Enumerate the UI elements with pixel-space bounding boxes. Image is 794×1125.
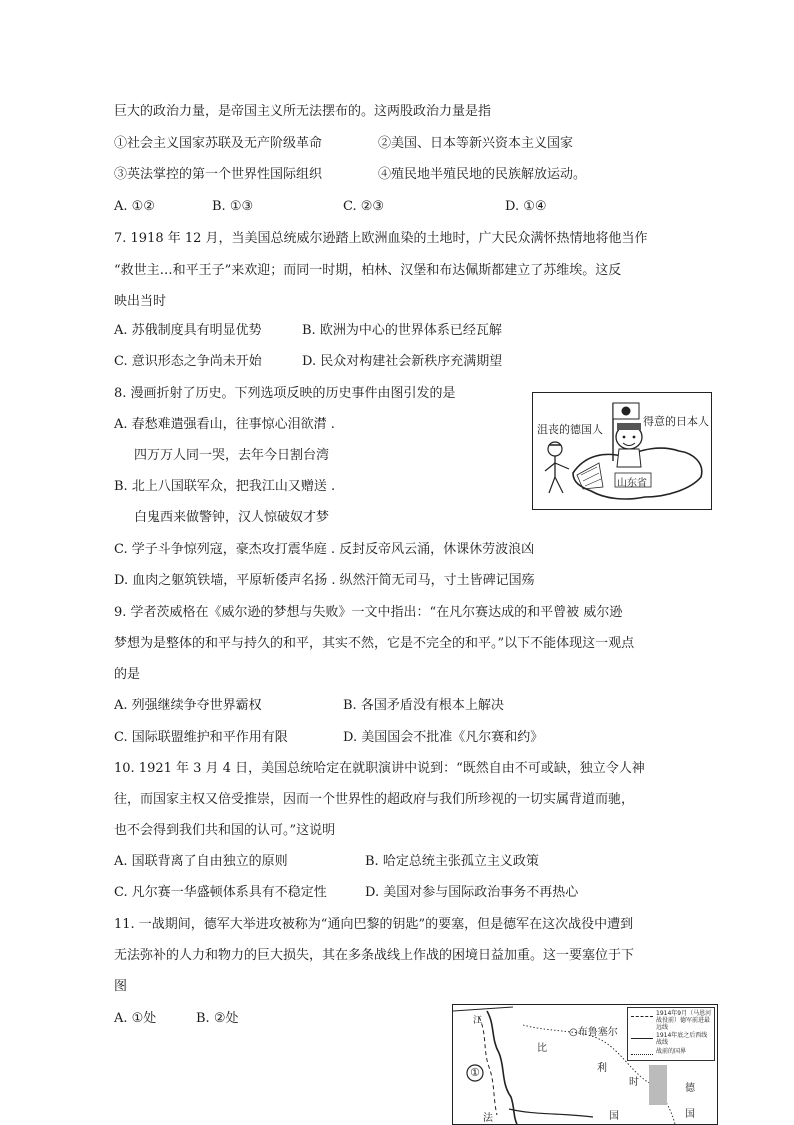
q7-option-d: D. 民众对构建社会新秩序充满期望 [302,354,503,369]
q7-stem-line-3: 映出当时 [114,294,167,309]
q10-stem-line-2: 往，而国家主权又倍受推崇，因而一个世界性的超政府与我们所珍视的一切实属背道而驰， [114,792,635,807]
q8-option-c: C. 学子斗争惊列寇，豪杰攻打震华庭 . 反封反帝风云涌，休课休劳波浪凶 [114,542,535,557]
river [509,1109,593,1117]
q6-item-4: ④殖民地半殖民地的民族解放运动。 [378,167,587,182]
q8-option-a-line-1: A. 春愁难遣强看山，往事惊心泪欲潸 . [114,417,335,432]
q6-option-b: B. ①③ [212,199,254,214]
q9-option-b: B. 各国矛盾没有根本上解决 [343,698,504,713]
q9-option-d: D. 美国国会不批准《凡尔赛和约》 [343,730,544,745]
q10-stem-line-3: 也不会得到我们共和国的认可。”这说明 [114,823,336,838]
q6-option-c: C. ②③ [343,199,385,214]
q7-stem-line-1: 7. 1918 年 12 月，当美国总统威尔逊踏上欧洲血染的土地时，广大民众满怀热情地将他当作 [114,231,648,246]
flag-sun [622,407,631,416]
q10-option-b: B. 哈定总统主张孤立主义政策 [365,854,539,869]
cartoon-label-japanese: 得意的日本人 [643,415,709,428]
q9-stem-line-1: 9. 学者茨威格在《威尔逊的梦想与失败》一文中指出：“在凡尔赛达成的和平曾被 威尔逊 [114,605,623,620]
cartoon-drawing [533,393,711,509]
map-city-brussels: ○布鲁塞尔 [569,1027,618,1038]
legend-text-3: 战前的国界 [656,1048,687,1055]
legend-text-2: 1914年底之后西线战线 [656,1032,708,1046]
q11-stem-line-2: 无法弥补的人力和物力的巨大损失，其在多条战线上作战的困境日益加重。这一要塞位于下 [114,948,635,963]
q11-option-b: B. ②处 [196,1011,239,1026]
map-label-guo: 国 [609,1111,619,1122]
front-line-dashed [479,1017,497,1115]
german-figure-head [548,442,562,456]
front-line-solid [487,1011,517,1124]
q8-option-d: D. 血肉之躯筑铁墙，平原斩倭声名扬 . 纵然汗简无司马，寸土皆碑记国殇 [114,573,535,588]
q6-option-a: A. ①② [114,199,155,214]
legend-row-2 [628,1032,714,1044]
map-label-jiang: 江 [473,1016,483,1026]
q9-option-c: C. 国际联盟维护和平作用有限 [114,730,288,745]
q8-option-b-line-1: B. 北上八国联军众，把我江山又赠送 . [114,479,336,494]
hatched-area [577,463,603,489]
legend-row-3 [628,1048,714,1060]
q8-stem: 8. 漫画折射了历史。下列选项反映的历史事件由图引发的是 [114,386,456,401]
q8-option-b-line-2: 白鬼西来做警钟，汉人惊破奴才梦 [134,510,330,525]
q6-item-2: ②美国、日本等新兴资本主义国家 [378,136,574,151]
q7-option-c: C. 意识形态之争尚未开始 [114,354,262,369]
cartoon-label-shandong: 山东省 [617,478,647,489]
legend-row-1 [628,1010,714,1031]
q8-cartoon-image [532,392,712,510]
map-label-bi: 比 [537,1043,547,1054]
map-label-de: 德 [685,1083,695,1094]
q6-stem-line: 巨大的政治力量，是帝国主义所无法摆布的。这两股政治力量是指 [114,104,492,119]
q11-stem-line-3: 图 [114,979,128,994]
q6-item-1: ①社会主义国家苏联及无产阶级革命 [114,136,323,151]
q8-option-a-line-2: 四万万人同一哭，去年今日割台湾 [134,448,330,463]
q9-option-a: A. 列强继续争夺世界霸权 [114,698,262,713]
cartoon-label-german: 沮丧的德国人 [537,423,603,436]
map-label-guo2: 国 [685,1109,695,1120]
q11-option-a: A. ①处 [114,1011,157,1026]
q9-stem-line-3: 的是 [114,667,141,682]
q7-option-b: B. 欧洲为中心的世界体系已经瓦解 [302,323,502,338]
q10-stem-line-1: 10. 1921 年 3 月 4 日，美国总统哈定在就职演讲中说到：“既然自由不可或缺，独立令人神 [114,761,645,776]
q11-stem-line-1: 11. 一战期间，德军大举进攻被称为“通向巴黎的钥匙”的要塞，但是德军在这次战役中遭到 [114,917,634,932]
q7-stem-line-2: “救世主…和平王子”来欢迎；而同一时期，柏林、汉堡和布达佩斯都建立了苏维埃。这反 [114,263,622,278]
q10-option-a: A. 国联背离了自由独立的原则 [114,854,288,869]
map-label-shi: 时 [629,1077,639,1088]
q6-option-d: D. ①④ [505,199,547,214]
map-label-li: 利 [597,1063,607,1074]
q11-map-image [452,1004,718,1125]
map-label-fa: 法 [483,1113,493,1124]
q9-stem-line-2: 梦想为是整体的和平与持久的和平，其实不然，它是不完全的和平。”以下不能体现这一观点 [114,636,635,651]
coastline [453,1007,513,1011]
legend-text-1: 1914年9月（马恩河战役前）德军前进最远线 [656,1010,712,1031]
japanese-figure-cap [617,423,641,430]
shaded-region [649,1065,667,1105]
q6-item-3: ③英法掌控的第一个世界性国际组织 [114,167,323,182]
q10-option-d: D. 美国对参与国际政治事务不再热心 [365,885,579,900]
map-marker-1: ① [470,1066,480,1079]
map-legend [627,1007,715,1061]
q10-option-c: C. 凡尔赛一华盛顿体系具有不稳定性 [114,885,327,900]
q7-option-a: A. 苏俄制度具有明显优势 [114,323,262,338]
